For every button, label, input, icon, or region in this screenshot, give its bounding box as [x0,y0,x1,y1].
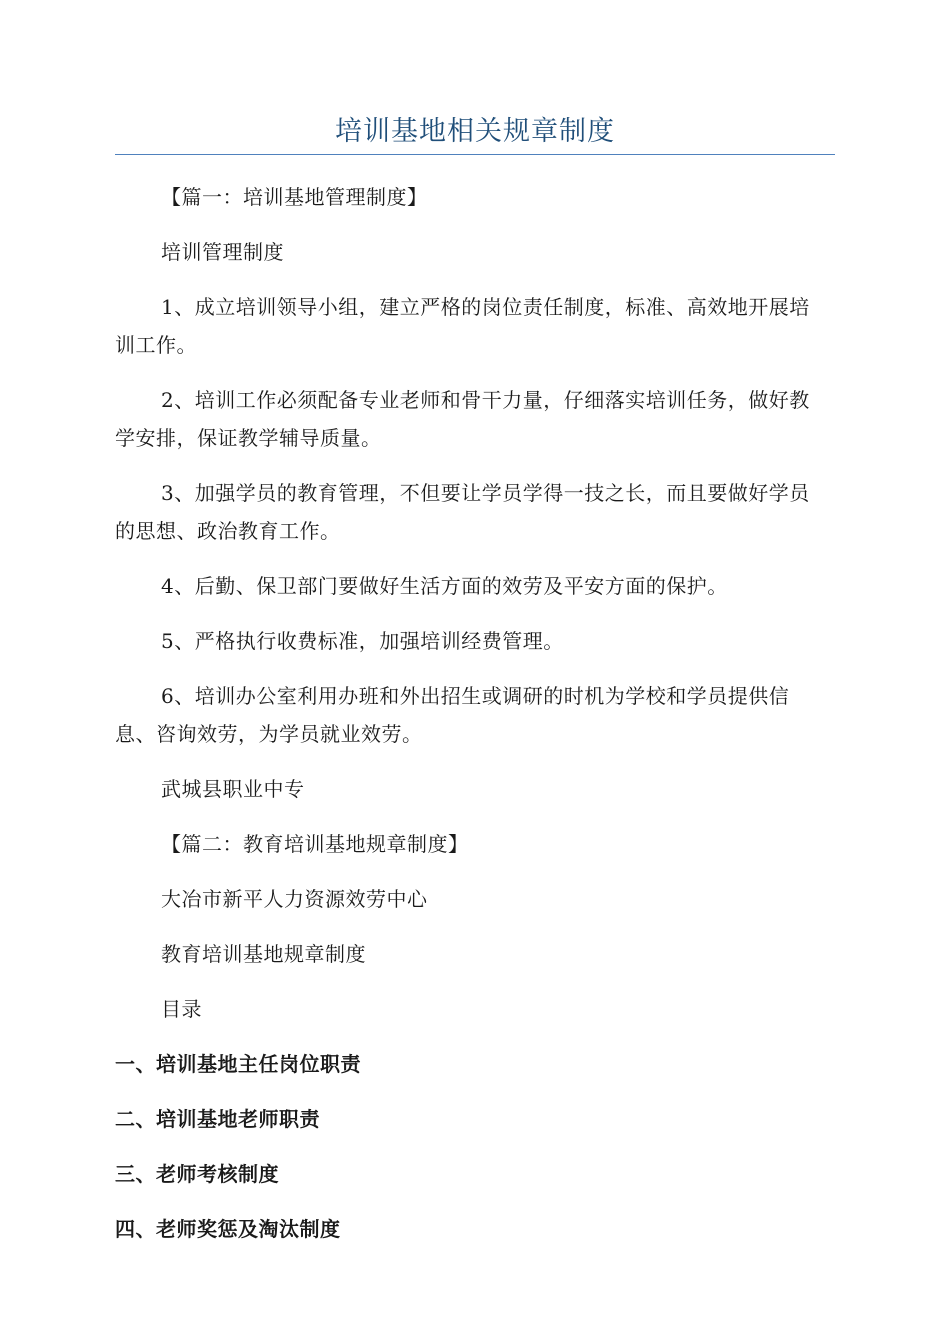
paragraph-item-2: 2、培训工作必须配备专业老师和骨干力量，仔细落实培训任务，做好教学安排，保证教学辅导质量。 [115,388,810,450]
signature-school: 武城县职业中专 [161,777,305,801]
section-heading-part1: 【篇一：培训基地管理制度】 [161,185,428,209]
paragraph-item-4: 4、后勤、保卫部门要做好生活方面的效劳及平安方面的保护。 [161,574,728,598]
toc-item: 三、老师考核制度 [115,1162,279,1186]
toc-item: 四、老师奖惩及淘汰制度 [115,1217,341,1241]
title-underline [115,154,835,155]
document-title: 培训基地相关规章制度 [335,116,615,147]
organization-name: 大冶市新平人力资源效劳中心 [161,887,428,911]
toc-item: 一、培训基地主任岗位职责 [115,1052,361,1076]
paragraph-item-1: 1、成立培训领导小组，建立严格的岗位责任制度，标准、高效地开展培训工作。 [115,295,810,357]
document-body [115,178,825,1265]
subheading-regulations: 教育培训基地规章制度 [161,942,366,966]
subheading-training-management: 培训管理制度 [161,240,284,264]
toc-heading: 目录 [161,997,202,1021]
paragraph-item-3: 3、加强学员的教育管理，不但要让学员学得一技之长，而且要做好学员的思想、政治教育工作。 [115,481,810,543]
section-heading-part2: 【篇二：教育培训基地规章制度】 [161,832,469,856]
toc-item: 二、培训基地老师职责 [115,1107,320,1131]
paragraph-item-5: 5、严格执行收费标准，加强培训经费管理。 [161,629,564,653]
paragraph-item-6: 6、培训办公室利用办班和外出招生或调研的时机为学校和学员提供信息、咨询效劳，为学员就业效劳。 [115,684,790,746]
